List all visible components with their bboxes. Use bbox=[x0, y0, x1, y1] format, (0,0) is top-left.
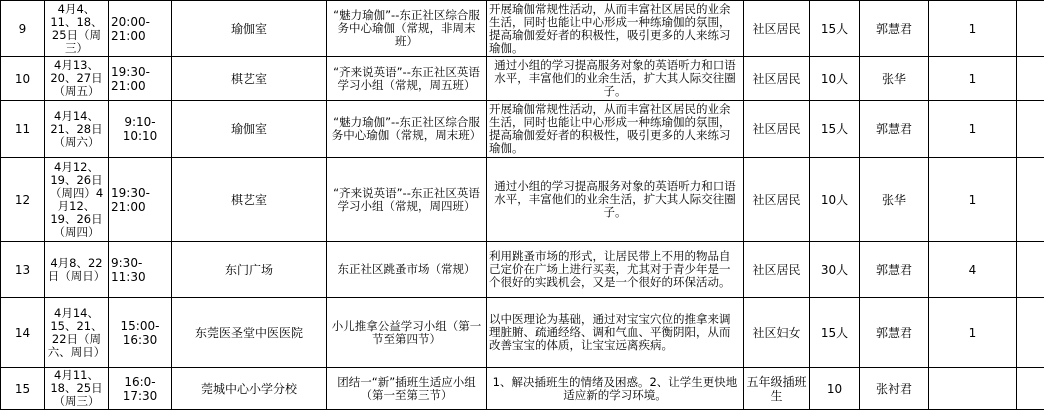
description-cell: 开展瑜伽常规性活动，从而丰富社区居民的业余生活，同时也能让中心形成一种练瑜伽的氛围，提高瑜伽爱好者的积极性，吸引更多的人来练习瑜伽。 bbox=[487, 101, 744, 158]
table-row bbox=[1, 1, 1044, 57]
date-cell: 4月8、22日（周日） bbox=[45, 242, 109, 298]
activity-title-cell: 团结一“新”插班生适应小组（第一至第三节） bbox=[327, 368, 487, 410]
participant-count-cell: 15人 bbox=[810, 298, 860, 368]
time-cell: 9:30-11:30 bbox=[109, 242, 172, 298]
venue-cell: 瑜伽室 bbox=[172, 1, 327, 57]
target-group-cell: 社区居民 bbox=[744, 101, 810, 158]
extra-cell bbox=[1017, 158, 1044, 242]
sessions-cell: 1 bbox=[929, 158, 1017, 242]
time-cell: 15:00-16:30 bbox=[109, 298, 172, 368]
time-cell: 16:0-17:30 bbox=[109, 368, 172, 410]
activity-title-cell: “魅力瑜伽”--东正社区综合服务中心瑜伽（常规，非周末班） bbox=[327, 1, 487, 57]
sessions-cell: 4 bbox=[929, 242, 1017, 298]
time-cell: 19:30-21:00 bbox=[109, 57, 172, 101]
participant-count-cell: 15人 bbox=[810, 1, 860, 57]
staff-cell: 郭慧君 bbox=[860, 1, 929, 57]
staff-cell: 张衬君 bbox=[860, 368, 929, 410]
extra-cell bbox=[1017, 57, 1044, 101]
activity-title-cell: “齐来说英语”--东正社区英语学习小组（常规，周五班） bbox=[327, 57, 487, 101]
row-number-cell: 14 bbox=[1, 298, 45, 368]
target-group-cell: 社区居民 bbox=[744, 158, 810, 242]
extra-cell bbox=[1017, 101, 1044, 158]
date-cell: 4月14、15、21、22日（周六、周日） bbox=[45, 298, 109, 368]
target-group-cell: 社区居民 bbox=[744, 242, 810, 298]
date-cell: 4月4、11、18、25日（周三） bbox=[45, 1, 109, 57]
description-cell: 利用跳蚤市场的形式，让居民带上不用的物品自己定价在广场上进行买卖，尤其对于青少年是一个很好的实践机会，又是一个很好的环保活动。 bbox=[487, 242, 744, 298]
sessions-cell: 1 bbox=[929, 57, 1017, 101]
activity-title-cell: “魅力瑜伽”--东正社区综合服务中心瑜伽（常规，周末班） bbox=[327, 101, 487, 158]
venue-cell: 东莞医圣堂中医医院 bbox=[172, 298, 327, 368]
date-cell: 4月11、18、25日（周三） bbox=[45, 368, 109, 410]
table-row bbox=[1, 298, 1044, 368]
extra-cell bbox=[1017, 242, 1044, 298]
description-cell: 以中医理论为基础，通过对宝宝穴位的推拿来调理脏腑、疏通经络、调和气血、平衡阴阳，从而改善宝宝的体质，让宝宝远离疾病。 bbox=[487, 298, 744, 368]
row-number-cell: 10 bbox=[1, 57, 45, 101]
target-group-cell: 五年级插班生 bbox=[744, 368, 810, 410]
date-cell: 4月12、19、26日（周四）4月12、19、26日（周四） bbox=[45, 158, 109, 242]
extra-cell bbox=[1017, 298, 1044, 368]
activity-title-cell: 小儿推拿公益学习小组（第一节至第四节） bbox=[327, 298, 487, 368]
staff-cell: 张华 bbox=[860, 158, 929, 242]
sessions-cell: 1 bbox=[929, 101, 1017, 158]
participant-count-cell: 10 bbox=[810, 368, 860, 410]
staff-cell: 郭慧君 bbox=[860, 298, 929, 368]
row-number-cell: 9 bbox=[1, 1, 45, 57]
row-number-cell: 13 bbox=[1, 242, 45, 298]
sessions-cell: 1 bbox=[929, 1, 1017, 57]
row-number-cell: 12 bbox=[1, 158, 45, 242]
table-row bbox=[1, 368, 1044, 410]
description-cell: 通过小组的学习提高服务对象的英语听力和口语水平，丰富他们的业余生活，扩大其人际交往圈子。 bbox=[487, 57, 744, 101]
time-cell: 20:00-21:00 bbox=[109, 1, 172, 57]
extra-cell bbox=[1017, 1, 1044, 57]
extra-cell bbox=[1017, 368, 1044, 410]
time-cell: 9:10-10:10 bbox=[109, 101, 172, 158]
participant-count-cell: 30人 bbox=[810, 242, 860, 298]
venue-cell: 东门广场 bbox=[172, 242, 327, 298]
participant-count-cell: 10人 bbox=[810, 158, 860, 242]
staff-cell: 郭慧君 bbox=[860, 242, 929, 298]
venue-cell: 瑜伽室 bbox=[172, 101, 327, 158]
activity-title-cell: “齐来说英语”--东正社区英语学习小组（常规，周四班） bbox=[327, 158, 487, 242]
table-row bbox=[1, 101, 1044, 158]
description-cell: 1、解决插班生的情绪及困惑。2、让学生更快地适应新的学习环境。 bbox=[487, 368, 744, 410]
venue-cell: 棋艺室 bbox=[172, 158, 327, 242]
activity-title-cell: 东正社区跳蚤市场（常规） bbox=[327, 242, 487, 298]
description-cell: 通过小组的学习提高服务对象的英语听力和口语水平，丰富他们的业余生活，扩大其人际交往圈子。 bbox=[487, 158, 744, 242]
staff-cell: 郭慧君 bbox=[860, 101, 929, 158]
staff-cell: 张华 bbox=[860, 57, 929, 101]
date-cell: 4月13、20、27日（周五） bbox=[45, 57, 109, 101]
target-group-cell: 社区居民 bbox=[744, 57, 810, 101]
target-group-cell: 社区妇女 bbox=[744, 298, 810, 368]
participant-count-cell: 15人 bbox=[810, 101, 860, 158]
time-cell: 19:30-21:00 bbox=[109, 158, 172, 242]
date-cell: 4月14、21、28日（周六） bbox=[45, 101, 109, 158]
venue-cell: 棋艺室 bbox=[172, 57, 327, 101]
sessions-cell bbox=[929, 368, 1017, 410]
table-row bbox=[1, 242, 1044, 298]
table-row bbox=[1, 158, 1044, 242]
table-row bbox=[1, 57, 1044, 101]
description-cell: 开展瑜伽常规性活动，从而丰富社区居民的业余生活，同时也能让中心形成一种练瑜伽的氛围，提高瑜伽爱好者的积极性，吸引更多的人来练习瑜伽。 bbox=[487, 1, 744, 57]
venue-cell: 莞城中心小学分校 bbox=[172, 368, 327, 410]
sessions-cell: 1 bbox=[929, 298, 1017, 368]
row-number-cell: 15 bbox=[1, 368, 45, 410]
target-group-cell: 社区居民 bbox=[744, 1, 810, 57]
row-number-cell: 11 bbox=[1, 101, 45, 158]
participant-count-cell: 10人 bbox=[810, 57, 860, 101]
